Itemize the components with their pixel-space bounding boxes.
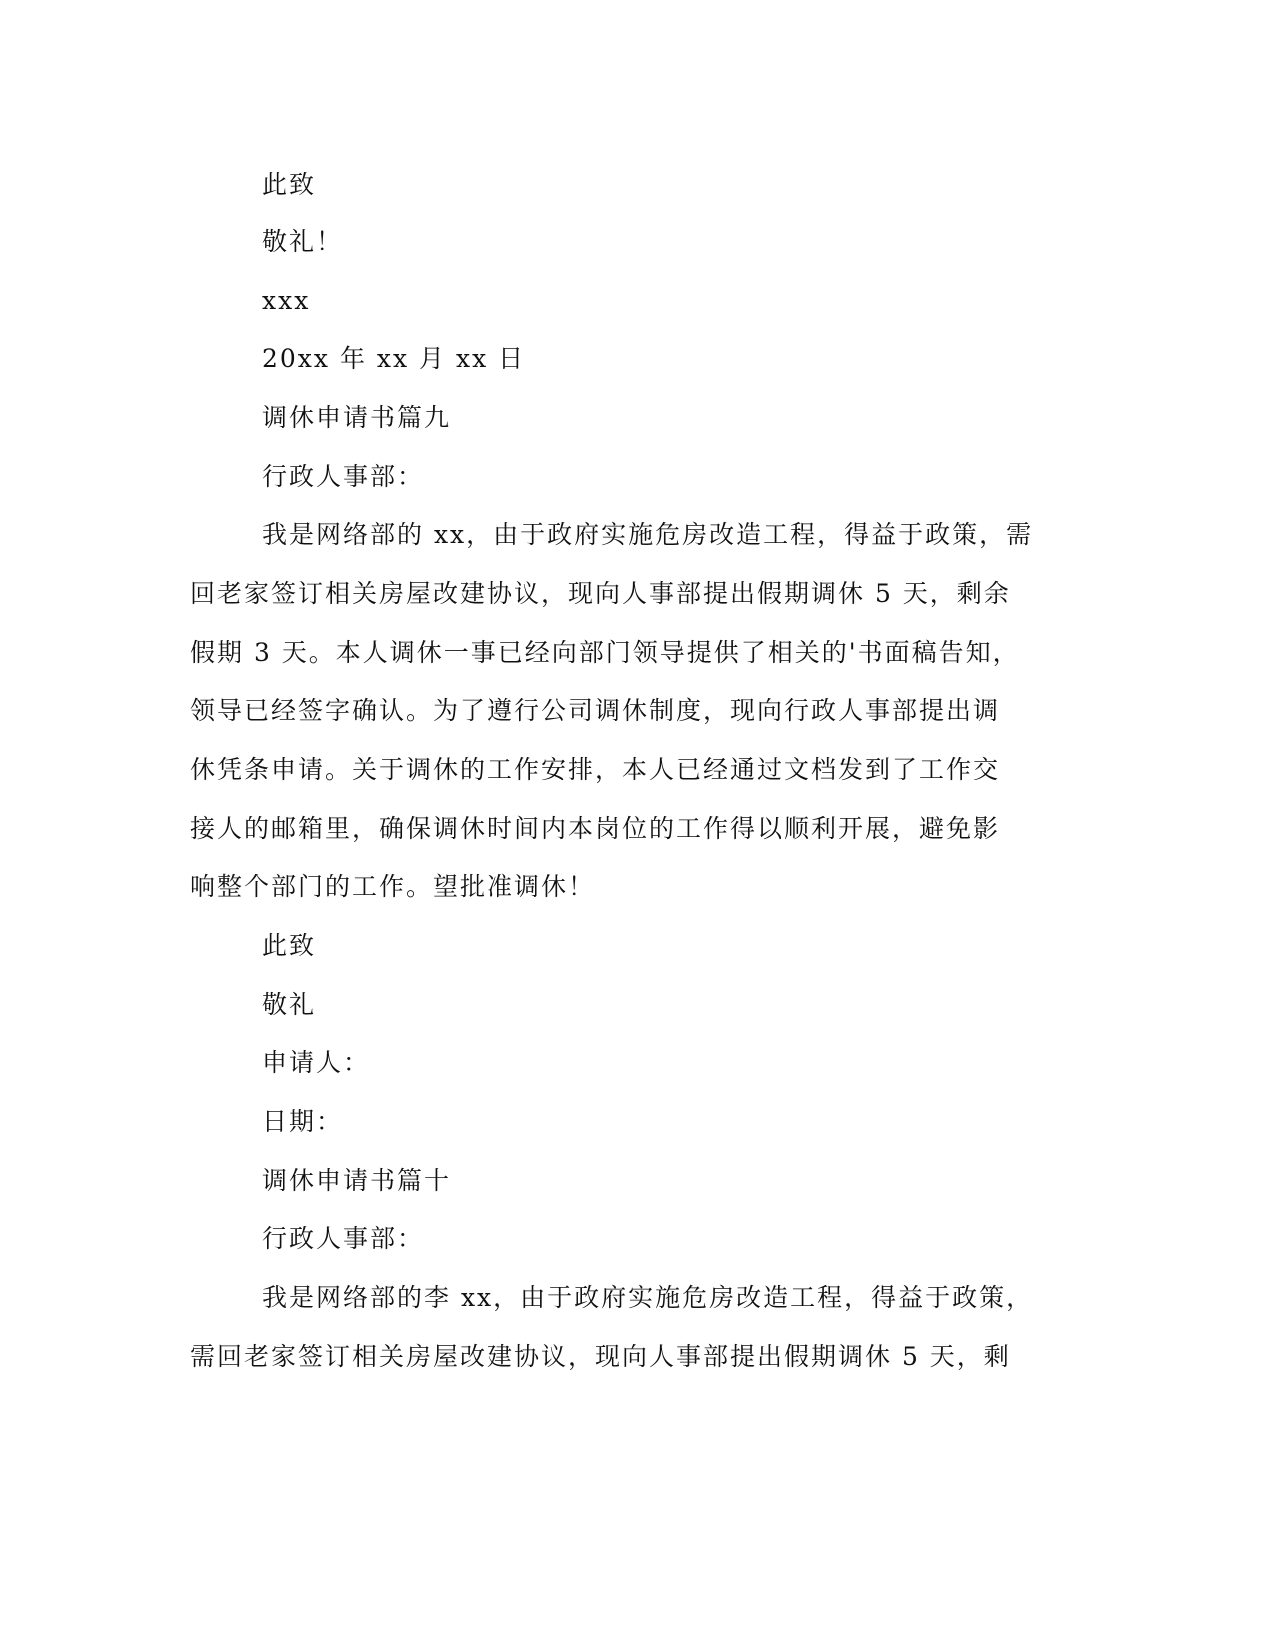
body-paragraph-line: 领导已经签字确认。为了遵行公司调休制度，现向行政人事部提出调: [190, 696, 1001, 725]
body-paragraph-line: 我是网络部的李 xx，由于政府实施危房改造工程，得益于政策，: [262, 1283, 1034, 1312]
body-paragraph-line: 响整个部门的工作。望批准调休！: [190, 872, 596, 901]
closing-salutation: 此致: [262, 931, 317, 960]
date-label: 日期：: [262, 1107, 344, 1136]
signature-name: xxx: [262, 286, 311, 315]
signature-date: 20xx 年 xx 月 xx 日: [262, 344, 526, 373]
closing-salutation: 此致: [262, 170, 317, 199]
body-paragraph-line: 需回老家签订相关房屋改建协议，现向人事部提出假期调休 5 天，剩: [190, 1342, 1011, 1371]
applicant-label: 申请人：: [262, 1048, 371, 1077]
recipient-line: 行政人事部：: [262, 1224, 425, 1253]
closing-regards: 敬礼！: [262, 227, 344, 256]
body-paragraph-line: 我是网络部的 xx，由于政府实施危房改造工程，得益于政策，需: [262, 520, 1034, 549]
section-title-nine: 调休申请书篇九: [262, 403, 452, 432]
body-paragraph-line: 休凭条申请。关于调休的工作安排，本人已经通过文档发到了工作交: [190, 755, 1001, 784]
body-paragraph-line: 接人的邮箱里，确保调休时间内本岗位的工作得以顺利开展，避免影: [190, 814, 1001, 843]
body-paragraph-line: 回老家签订相关房屋改建协议，现向人事部提出假期调休 5 天，剩余: [190, 579, 1011, 608]
section-title-ten: 调休申请书篇十: [262, 1166, 452, 1195]
closing-regards: 敬礼: [262, 990, 317, 1019]
body-paragraph-line: 假期 3 天。本人调休一事已经向部门领导提供了相关的'书面稿告知，: [190, 638, 1020, 667]
recipient-line: 行政人事部：: [262, 462, 425, 491]
